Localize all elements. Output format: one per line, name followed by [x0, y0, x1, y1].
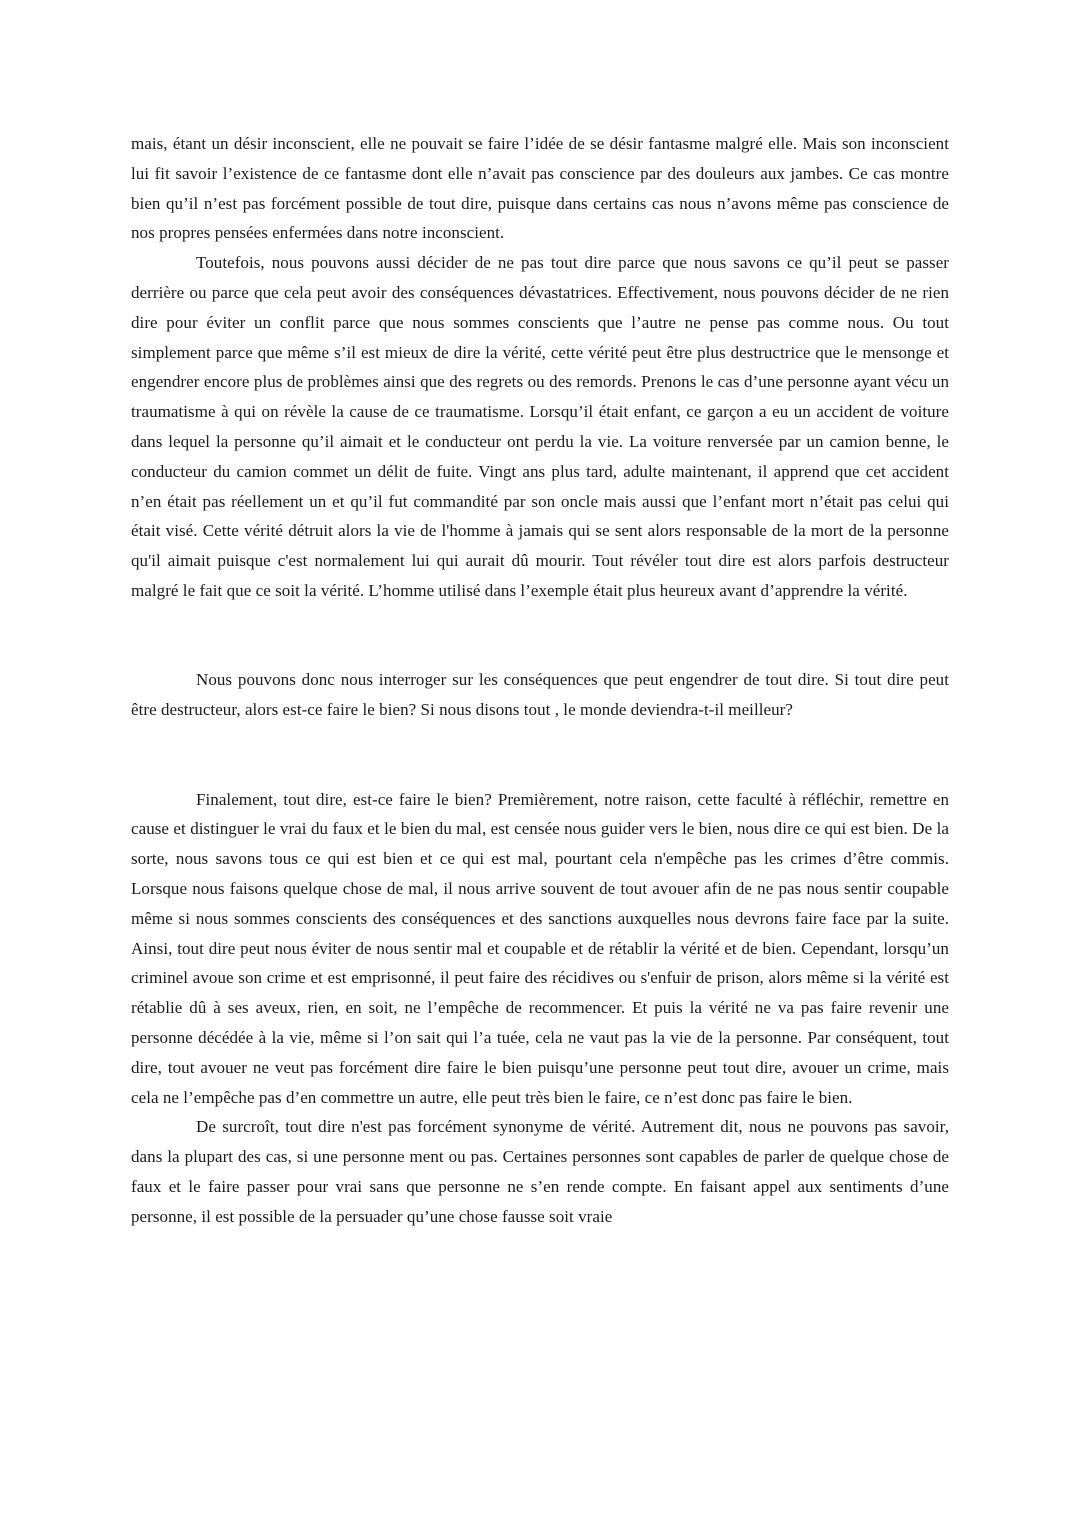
paragraph-de-surcroit: De surcroît, tout dire n'est pas forcément synonyme de vérité. Autrement dit, nous ne pouvons pas savoir, dans la plupart des cas, si une personne ment ou pas. Certaines personnes sont capables de parler de quelque chose de faux et le faire passer pour vrai sans que personne ne s’en rende compte. En faisant appel aux sentiments d’une personne, il est possible de la persuader qu’une chose fausse soit vraie	[131, 1117, 949, 1226]
document-page	[131, 129, 949, 1231]
paragraph-transition: Nous pouvons donc nous interroger sur les conséquences que peut engendrer de tout dire. Si tout dire peut être destructeur, alors est-ce faire le bien? Si nous disons tout , le monde deviendra-t-il meilleur?	[131, 670, 949, 720]
paragraph-finalement: Finalement, tout dire, est-ce faire le bien? Premièrement, notre raison, cette faculté à réfléchir, remettre en cause et distinguer le vrai du faux et le bien du mal, est censée nous guider vers le bien, nous dire ce qui est bien. De la sorte, nous savons tous ce qui est bien et ce qui est mal, pourtant cela n'empêche pas les crimes d’être commis. Lorsque nous faisons quelque chose de mal, il nous arrive souvent de tout avouer afin de ne pas nous sentir coupable même si nous sommes conscients des conséquences et des sanctions auxquelles nous devrons faire face par la suite. Ainsi, tout dire peut nous éviter de nous sentir mal et coupable et de rétablir la vérité et de bien. Cependant, lorsqu’un criminel avoue son crime et est emprisonné, il peut faire des récidives ou s'enfuir de prison, alors même si la vérité est rétablie dû à ses aveux, rien, en soit, ne l’empêche de recommencer. Et puis la vérité ne va pas faire revenir une personne décédée à la vie, même si l’on sait qui l’a tuée, cela ne vaut pas la vie de la personne. Par conséquent, tout dire, tout avouer ne veut pas forcément dire faire le bien puisqu’une personne peut tout dire, avouer un crime, mais cela ne l’empêche pas d’en commettre un autre, elle peut très bien le faire, ce n’est donc pas faire le bien.	[131, 789, 949, 1107]
paragraph-continuation: mais, étant un désir inconscient, elle ne pouvait se faire l’idée de se désir fantasme malgré elle. Mais son inconscient lui fit savoir l’existence de ce fantasme dont elle n’avait pas conscience par des douleurs aux jambes. Ce cas montre bien qu’il n’est pas forcément possible de tout dire, puisque dans certains cas nous n’avons même pas conscience de nos propres pensées enfermées dans notre inconscient.	[131, 134, 949, 243]
section-break	[131, 725, 949, 785]
section-break	[131, 606, 949, 666]
paragraph-toutefois: Toutefois, nous pouvons aussi décider de ne pas tout dire parce que nous savons ce qu’il peut se passer derrière ou parce que cela peut avoir des conséquences dévastatrices. Effectivement, nous pouvons décider de ne rien dire pour éviter un conflit parce que nous sommes conscients que l’autre ne pense pas comme nous. Ou tout simplement parce que même s’il est mieux de dire la vérité, cette vérité peut être plus destructrice que le mensonge et engendrer encore plus de problèmes ainsi que des regrets ou des remords. Prenons le cas d’une personne ayant vécu un traumatisme à qui on révèle la cause de ce traumatisme. Lorsqu’il était enfant, ce garçon a eu un accident de voiture dans lequel la personne qu’il aimait et le conducteur ont perdu la vie. La voiture renversée par un camion benne, le conducteur du camion commet un délit de fuite. Vingt ans plus tard, adulte maintenant, il apprend que cet accident n’en était pas réellement un et qu’il fut commandité par son oncle mais aussi que l’enfant mort n’était pas celui qui était visé. Cette vérité détruit alors la vie de l'homme à jamais qui se sent alors responsable de la mort de la personne qu'il aimait puisque c'est normalement lui qui aurait dû mourir. Tout révéler tout dire est alors parfois destructeur malgré le fait que ce soit la vérité. L’homme utilisé dans l’exemple était plus heureux avant d’apprendre la vérité.	[131, 253, 949, 600]
